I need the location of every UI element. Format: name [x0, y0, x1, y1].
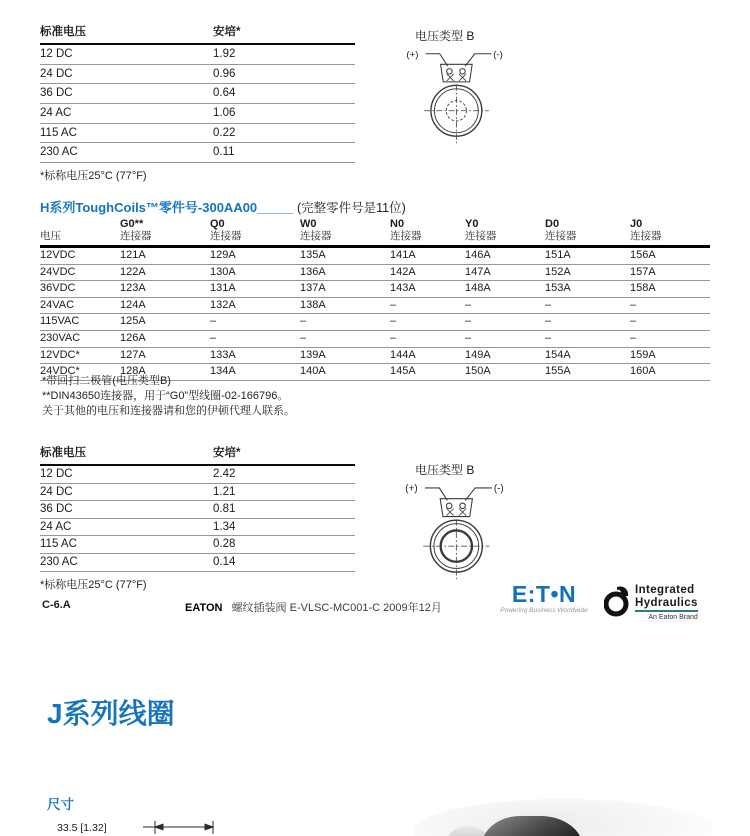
- table-cell: 141A: [390, 249, 416, 261]
- table-cell: 230 AC: [40, 555, 78, 568]
- table-cell: 136A: [300, 265, 326, 278]
- diagram-title: 电压类型 B: [415, 29, 475, 43]
- amp-table-2-footnote: *标称电压25°C (77°F): [40, 578, 147, 591]
- amp-table-2: [40, 444, 355, 592]
- amp-table-1-body: [40, 45, 355, 163]
- table-cell: –: [465, 315, 472, 328]
- integrated-hydraulics-logo: [604, 584, 698, 621]
- table-cell: 0.64: [213, 87, 236, 100]
- brand-name: EATON: [185, 602, 223, 614]
- h-series-table-header: [40, 218, 710, 248]
- h-series-footnotes: [42, 374, 295, 419]
- amp-table-1-footnote: *标称电压25°C (77°F): [40, 170, 147, 183]
- table-cell: 130A: [210, 265, 236, 278]
- table-cell: 134A: [210, 365, 236, 378]
- table-cell: 123A: [120, 282, 146, 295]
- table-cell: 12VDC*: [40, 348, 80, 361]
- table-cell: 24VDC*: [40, 365, 80, 378]
- table-cell: 149A: [465, 348, 491, 361]
- table-row: [40, 484, 355, 502]
- column-header: Q0 连接器: [210, 218, 242, 242]
- table-cell: –: [390, 331, 397, 344]
- table-cell: –: [630, 315, 637, 328]
- table-cell: 121A: [120, 249, 146, 261]
- footnote-line: **DIN43650连接器，用于“G0”型线圈-02-166796。: [42, 390, 289, 402]
- table-row: [40, 536, 355, 554]
- h-series-table: [40, 218, 710, 381]
- table-row: [40, 265, 710, 282]
- table-cell: –: [545, 331, 552, 344]
- table-cell: 24VAC: [40, 298, 75, 311]
- plus-terminal-label: (+): [405, 483, 418, 495]
- table-row: [40, 519, 355, 537]
- table-cell: 155A: [545, 365, 571, 378]
- table-cell: 1.06: [213, 107, 236, 120]
- table-cell: 152A: [545, 265, 571, 278]
- column-header: J0 连接器: [630, 218, 662, 242]
- table-cell: 153A: [545, 282, 571, 295]
- table-cell: 157A: [630, 265, 656, 278]
- table-cell: 0.28: [213, 538, 236, 551]
- table-cell: 1.92: [213, 48, 236, 60]
- table-cell: –: [300, 331, 307, 344]
- table-cell: 147A: [465, 265, 491, 278]
- table-cell: 1.21: [213, 485, 236, 498]
- minus-terminal-label: (-): [493, 483, 504, 495]
- col-header-ampere: 安培*: [213, 447, 241, 459]
- table-cell: –: [630, 298, 637, 311]
- table-cell: 135A: [300, 249, 326, 261]
- table-cell: 0.14: [213, 555, 236, 568]
- table-row: [40, 554, 355, 572]
- column-header: 电压: [40, 230, 61, 242]
- table-cell: –: [210, 315, 217, 328]
- plus-terminal-label: (+): [406, 49, 419, 61]
- coil-drawing-icon: [398, 479, 520, 581]
- col-header-voltage: 标准电压: [40, 447, 86, 459]
- table-cell: 1.34: [213, 520, 236, 533]
- column-header: D0 连接器: [545, 218, 577, 242]
- table-cell: 143A: [390, 282, 416, 295]
- table-cell: 160A: [630, 365, 656, 378]
- column-header: Y0 连接器: [465, 218, 497, 242]
- table-cell: 24 DC: [40, 67, 73, 80]
- table-cell: 145A: [390, 365, 416, 378]
- table-cell: 132A: [210, 298, 236, 311]
- table-row: [40, 45, 355, 65]
- table-cell: 36 DC: [40, 87, 73, 100]
- table-row: [40, 298, 710, 315]
- eaton-logo: [494, 582, 594, 614]
- table-cell: 156A: [630, 249, 656, 261]
- table-cell: 142A: [390, 265, 416, 278]
- table-cell: –: [300, 315, 307, 328]
- table-cell: 24 AC: [40, 520, 72, 533]
- ih-tagline: An Eaton Brand: [648, 614, 698, 621]
- table-row: [40, 143, 355, 163]
- document-info: [185, 599, 442, 615]
- table-cell: 150A: [465, 365, 491, 378]
- column-header: W0 连接器: [300, 218, 332, 242]
- table-row: [40, 65, 355, 85]
- table-cell: –: [545, 298, 552, 311]
- table-cell: 126A: [120, 331, 146, 344]
- document-id: 螺纹插装阀 E-VLSC-MC001-C 2009年12月: [231, 602, 442, 614]
- table-cell: 127A: [120, 348, 146, 361]
- table-row: [40, 348, 710, 365]
- table-cell: 154A: [545, 348, 571, 361]
- table-cell: 115 AC: [40, 126, 77, 139]
- table-cell: –: [465, 331, 472, 344]
- table-row: [40, 84, 355, 104]
- h-series-part-number: H系列ToughCoils™零件号-300AA00_____: [40, 200, 294, 215]
- table-cell: –: [465, 298, 472, 311]
- table-row: [40, 501, 355, 519]
- table-cell: 12 DC: [40, 48, 73, 60]
- table-cell: 144A: [390, 348, 416, 361]
- table-cell: 133A: [210, 348, 236, 361]
- column-header: G0** 连接器: [120, 218, 152, 242]
- table-cell: 12 DC: [40, 468, 73, 480]
- eaton-logo-text: E:T•N: [511, 581, 577, 607]
- table-cell: 0.11: [213, 146, 235, 159]
- table-cell: 151A: [545, 249, 571, 261]
- table-row: [40, 314, 710, 331]
- table-cell: 0.22: [213, 126, 236, 139]
- coil-drawing-icon: [398, 45, 520, 145]
- table-cell: 115VAC: [40, 315, 80, 328]
- table-cell: –: [545, 315, 552, 328]
- table-cell: 36VDC: [40, 282, 76, 295]
- table-row: [40, 466, 355, 484]
- table-cell: 139A: [300, 348, 326, 361]
- col-header-voltage: 标准电压: [40, 26, 86, 38]
- table-cell: 0.96: [213, 67, 236, 80]
- col-header-ampere: 安培*: [213, 26, 241, 38]
- table-cell: 230VAC: [40, 331, 81, 344]
- table-cell: 148A: [465, 282, 491, 295]
- j-series-heading: J系列线圈: [47, 698, 175, 729]
- dimension-value: 33.5 [1.32]: [57, 822, 107, 834]
- table-cell: 0.81: [213, 503, 236, 516]
- ih-line1: Integrated: [635, 584, 695, 596]
- table-cell: 125A: [120, 315, 146, 328]
- table-cell: 146A: [465, 249, 491, 261]
- table-cell: 129A: [210, 249, 236, 261]
- h-series-subtitle: (完整零件号是11位): [296, 201, 406, 215]
- amp-table-2-body: [40, 466, 355, 572]
- table-cell: 24VDC: [40, 265, 76, 278]
- integrated-hydraulics-text: [635, 584, 698, 621]
- minus-terminal-label: (-): [493, 49, 503, 61]
- table-cell: 140A: [300, 365, 326, 378]
- table-cell: 24 DC: [40, 485, 73, 498]
- table-cell: 230 AC: [40, 146, 78, 159]
- table-cell: –: [390, 298, 397, 311]
- amp-table-1: [40, 23, 355, 183]
- voltage-type-diagram-2: [398, 461, 523, 586]
- table-cell: 115 AC: [40, 538, 77, 551]
- table-row: [40, 248, 710, 265]
- voltage-type-diagram-1: [398, 27, 523, 150]
- ih-line2: Hydraulics: [635, 597, 698, 613]
- table-cell: 137A: [300, 282, 326, 295]
- table-cell: 12VDC: [40, 249, 76, 261]
- amp-table-1-header: [40, 23, 355, 45]
- amp-table-2-header: [40, 444, 355, 466]
- table-cell: 24 AC: [40, 107, 72, 120]
- h-series-table-body: [40, 248, 710, 381]
- table-cell: 158A: [630, 282, 656, 295]
- table-cell: 159A: [630, 348, 656, 361]
- dimension-drawing-fragment: [55, 819, 265, 836]
- dimensions-heading: 尺寸: [47, 797, 74, 812]
- table-row: [40, 124, 355, 144]
- table-row: [40, 104, 355, 124]
- diagram-title: 电压类型 B: [415, 463, 475, 477]
- page-reference: C-6.A: [42, 599, 71, 611]
- table-cell: 36 DC: [40, 503, 73, 516]
- h-series-heading: [40, 197, 406, 216]
- footnote-line: *带回扫二极管(电压类型B): [42, 375, 171, 387]
- eaton-tagline: Powering Business Worldwide: [500, 607, 588, 614]
- column-header: N0 连接器: [390, 218, 422, 242]
- table-cell: 128A: [120, 365, 146, 378]
- table-cell: 122A: [120, 265, 146, 278]
- table-cell: –: [630, 331, 637, 344]
- integrated-hydraulics-icon: [604, 584, 631, 620]
- table-cell: –: [210, 331, 217, 344]
- table-cell: 124A: [120, 298, 146, 311]
- table-cell: 2.42: [213, 468, 236, 480]
- table-cell: 138A: [300, 298, 326, 311]
- table-cell: –: [390, 315, 397, 328]
- table-row: [40, 281, 710, 298]
- table-row: [40, 331, 710, 348]
- footnote-line: 关于其他的电压和连接器请和您的伊顿代理人联系。: [42, 405, 295, 417]
- table-cell: 131A: [210, 282, 236, 295]
